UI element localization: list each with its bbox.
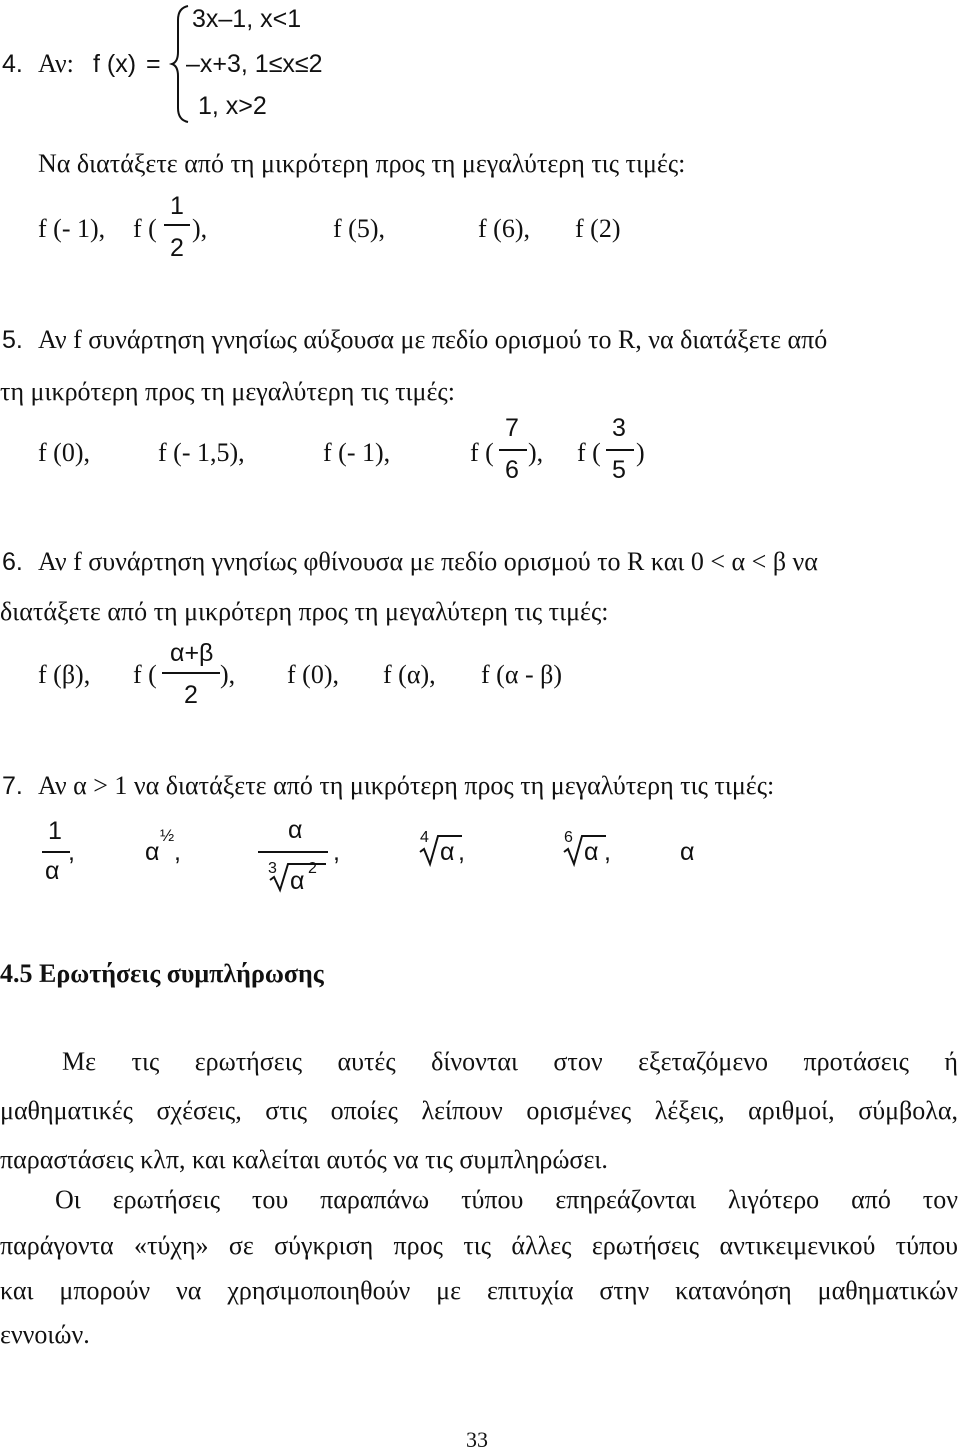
value-f-mean-open: f ( bbox=[133, 660, 157, 689]
value-f-0: f (0), bbox=[287, 660, 339, 689]
value-f-6: f (6), bbox=[478, 214, 530, 243]
fraction-bar bbox=[606, 449, 634, 451]
exercise-prefix: Αν: bbox=[38, 49, 74, 78]
fraction-denominator: 5 bbox=[612, 456, 626, 484]
paragraph-2-line-2: παράγοντα «τύχη» σε σύγκριση προς τις άλλες ερωτήσεις αντικειμενικού τύπου bbox=[0, 1231, 958, 1260]
power-base: α bbox=[145, 838, 160, 866]
value-f-3-5-close: ) bbox=[636, 438, 645, 467]
fraction-numerator: 1 bbox=[48, 817, 62, 845]
piecewise-case-1: 3x–1, x<1 bbox=[192, 5, 302, 33]
fraction-bar bbox=[164, 224, 190, 226]
value-f-alpha-minus-beta: f (α - β) bbox=[481, 660, 562, 689]
value-f-half-close: ), bbox=[192, 214, 208, 243]
fraction-bar bbox=[499, 449, 527, 451]
piecewise-case-3: 1, x>2 bbox=[198, 92, 267, 120]
exercise-number: 5. bbox=[2, 326, 23, 354]
function-lhs: f (x) bbox=[93, 50, 137, 78]
value-f-7-6-close: ), bbox=[528, 438, 544, 467]
fraction-bar bbox=[162, 672, 220, 674]
root-index: 3 bbox=[268, 860, 277, 877]
separator-comma: , bbox=[174, 838, 181, 866]
exercise-text-line-2: τη μικρότερη προς τη μεγαλύτερη τις τιμές: bbox=[0, 377, 455, 406]
fraction-numerator: α bbox=[288, 816, 303, 844]
paragraph-1-line-3: παραστάσεις κλπ, και καλείται αυτός να τις συμπληρώσει. bbox=[0, 1145, 608, 1174]
paragraph-2-line-3: και μπορούν να χρησιμοποιηθούν με επιτυχία στην κατανόηση μαθηματικών bbox=[0, 1276, 958, 1305]
paragraph-2-line-4: εννοιών. bbox=[0, 1320, 90, 1349]
value-f-0: f (0), bbox=[38, 438, 90, 467]
value-f-minus-1: f (- 1), bbox=[38, 214, 106, 243]
value-f-5: f (5), bbox=[333, 214, 385, 243]
exercise-number: 7. bbox=[2, 772, 23, 800]
fraction-denominator: 2 bbox=[184, 681, 198, 709]
value-f-mean-close: ), bbox=[220, 660, 236, 689]
fraction-bar bbox=[258, 851, 328, 853]
radicand: α bbox=[584, 838, 599, 866]
separator-comma: , bbox=[333, 838, 340, 866]
fraction-numerator: α+β bbox=[170, 639, 214, 667]
radicand-exponent: 2 bbox=[308, 860, 317, 877]
value-f-3-5-open: f ( bbox=[577, 438, 601, 467]
radicand: α bbox=[440, 838, 455, 866]
value-f-beta: f (β), bbox=[38, 660, 91, 689]
exercise-number: 6. bbox=[2, 548, 23, 576]
radicand: α bbox=[290, 867, 305, 895]
value-f-half-open: f ( bbox=[133, 214, 157, 243]
separator-comma: , bbox=[604, 838, 611, 866]
value-f-alpha: f (α), bbox=[383, 660, 436, 689]
value-f-2: f (2) bbox=[575, 214, 621, 243]
section-heading: 4.5 Ερωτήσεις συμπλήρωσης bbox=[0, 959, 324, 988]
fraction-bar bbox=[42, 851, 70, 853]
piecewise-case-2: –x+3, 1≤x≤2 bbox=[186, 50, 323, 78]
exercise-text-line-2: διατάξετε από τη μικρότερη προς τη μεγαλύτερη τις τιμές: bbox=[0, 597, 609, 626]
value-f-7-6-open: f ( bbox=[470, 438, 494, 467]
exercise-number: 4. bbox=[2, 50, 23, 78]
page-number: 33 bbox=[466, 1427, 488, 1452]
instruction: Να διατάξετε από τη μικρότερη προς τη μεγαλύτερη τις τιμές: bbox=[38, 149, 686, 178]
paragraph-1-line-1: Με τις ερωτήσεις αυτές δίνονται στον εξεταζόμενο προτάσεις ή bbox=[62, 1047, 958, 1076]
value-f-minus-1-5: f (- 1,5), bbox=[158, 438, 245, 467]
fraction-numerator: 7 bbox=[505, 414, 519, 442]
exercise-text-line-1: Αν α > 1 να διατάξετε από τη μικρότερη προς τη μεγαλύτερη τις τιμές: bbox=[38, 771, 775, 800]
equals-sign: = bbox=[146, 50, 161, 78]
fraction-denominator: α bbox=[45, 857, 60, 885]
fraction-numerator: 1 bbox=[170, 192, 184, 220]
root-index: 6 bbox=[564, 829, 573, 846]
exercise-text-line-1: Αν f συνάρτηση γνησίως φθίνουσα με πεδίο ορισμού το R και 0 < α < β να bbox=[38, 547, 818, 576]
fraction-denominator: 2 bbox=[170, 234, 184, 262]
paragraph-2-line-1: Οι ερωτήσεις του παραπάνω τύπου επηρεάζονται λιγότερο από τον bbox=[55, 1185, 958, 1214]
power-exponent: ½ bbox=[160, 826, 175, 845]
fraction-numerator: 3 bbox=[612, 414, 626, 442]
value-alpha: α bbox=[680, 838, 695, 866]
paragraph-1-line-2: μαθηματικές σχέσεις, στις οποίες λείπουν ορισμένες λέξεις, αριθμοί, σύμβολα, bbox=[0, 1096, 958, 1125]
separator-comma: , bbox=[458, 838, 465, 866]
fraction-denominator: 6 bbox=[505, 456, 519, 484]
exercise-text-line-1: Αν f συνάρτηση γνησίως αύξουσα με πεδίο ορισμού το R, να διατάξετε από bbox=[38, 325, 828, 354]
root-index: 4 bbox=[420, 829, 429, 846]
value-f-minus-1: f (- 1), bbox=[323, 438, 391, 467]
separator-comma: , bbox=[68, 838, 75, 866]
